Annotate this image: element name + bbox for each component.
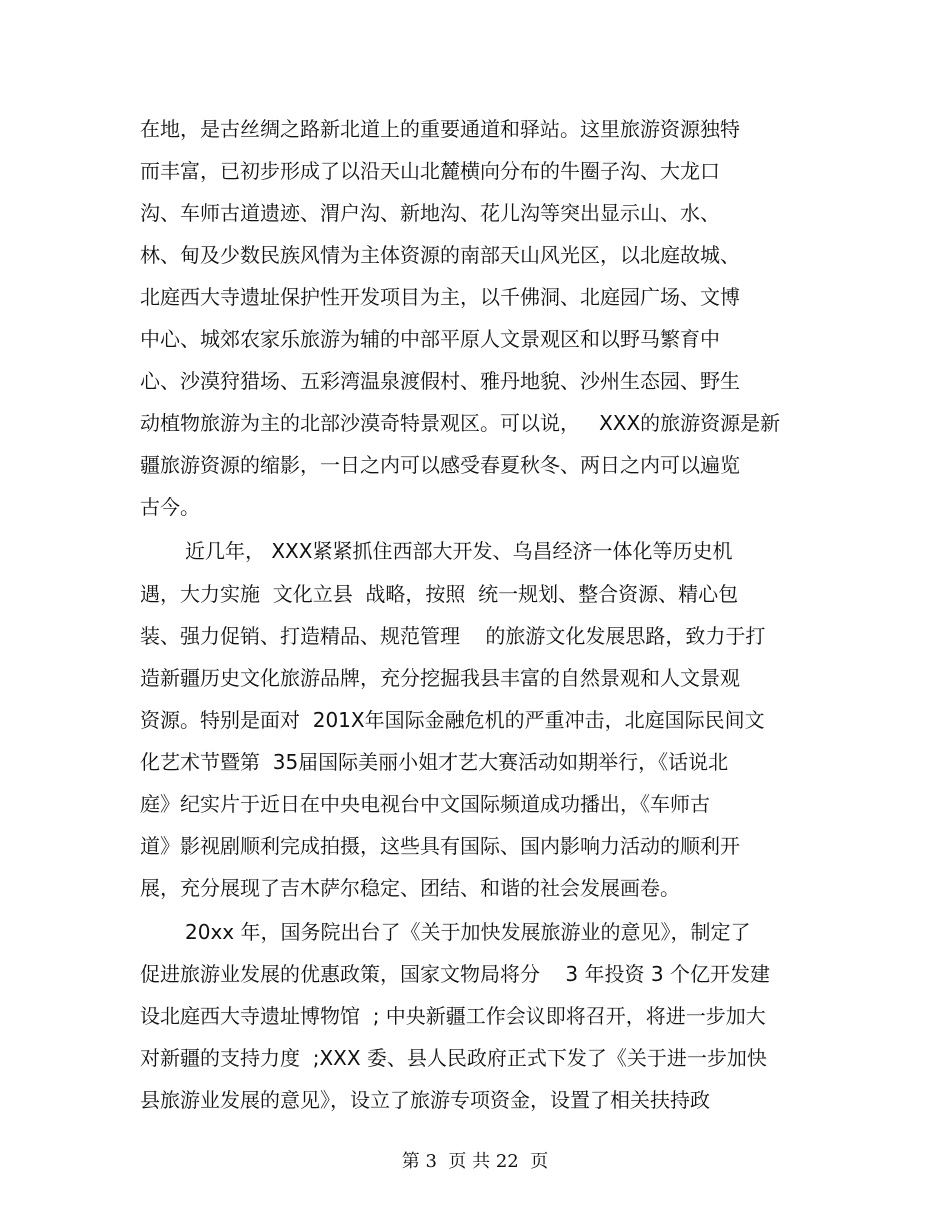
paragraph-first-line: 20xx 年，国务院出台了《关于加快发展旅游业的意见》，制定了 <box>185 920 751 944</box>
text-line: 古今。 <box>140 495 200 519</box>
text-line: 对新疆的支持力度 ;XXX 委、县人民政府正式下发了《关于进一步加快 <box>140 1046 767 1070</box>
text-line: 林、甸及少数民族风情为主体资源的南部天山风光区，以北庭故城、 <box>140 243 740 267</box>
text-line: 资源。特别是面对 201X年国际金融危机的严重冲击，北庭国际民间文 <box>140 708 765 732</box>
text-line: 沟、车师古道遗迹、渭户沟、新地沟、花儿沟等突出显示山、水、 <box>140 201 720 225</box>
paragraph-first-line: 近几年， XXX紧紧抓住西部大开发、乌昌经济一体化等历史机 <box>185 539 733 563</box>
text-line: 中心、城郊农家乐旅游为辅的中部平原人文景观区和以野马繁育中 <box>140 327 720 351</box>
text-line: 遇，大力实施 文化立县 战略，按照 统一规划、整合资源、精心包 <box>140 582 739 606</box>
page-number-footer: 第 3 页 共 22 页 <box>401 1151 549 1172</box>
text-line: 心、沙漠狩猎场、五彩湾温泉渡假村、雅丹地貌、沙州生态园、野生 <box>140 369 740 393</box>
text-line: 动植物旅游为主的北部沙漠奇特景观区。可以说， XXX的旅游资源是新 <box>140 411 781 435</box>
text-line: 展，充分展现了吉木萨尔稳定、团结、和谐的社会发展画卷。 <box>140 876 680 900</box>
text-line: 而丰富，已初步形成了以沿天山北麓横向分布的牛圈子沟、大龙口 <box>140 159 720 183</box>
text-line: 北庭西大寺遗址保护性开发项目为主，以千佛洞、北庭园广场、文博 <box>140 285 740 309</box>
text-line: 化艺术节暨第 35届国际美丽小姐才艺大赛活动如期举行，《话说北 <box>140 750 729 774</box>
text-line: 促进旅游业发展的优惠政策，国家文物局将分 3 年投资 3 个亿开发建 <box>140 962 770 986</box>
text-line: 在地，是古丝绸之路新北道上的重要通道和驿站。这里旅游资源独特 <box>140 117 740 141</box>
text-line: 造新疆历史文化旅游品牌，充分挖掘我县丰富的自然景观和人文景观 <box>140 666 740 690</box>
text-line: 县旅游业发展的意见》，设立了旅游专项资金，设置了相关扶持政 <box>140 1088 710 1112</box>
text-line: 道》影视剧顺利完成拍摄，这些具有国际、国内影响力活动的顺利开 <box>140 834 740 858</box>
text-line: 疆旅游资源的缩影，一日之内可以感受春夏秋冬、两日之内可以遍览 <box>140 453 740 477</box>
text-line: 设北庭西大寺遗址博物馆 ; 中央新疆工作会议即将召开，将进一步加大 <box>140 1004 766 1028</box>
text-line: 庭》纪实片于近日在中央电视台中文国际频道成功播出，《车师古 <box>140 792 710 816</box>
text-line: 装、强力促销、打造精品、规范管理 的旅游文化发展思路，致力于打 <box>140 624 766 648</box>
